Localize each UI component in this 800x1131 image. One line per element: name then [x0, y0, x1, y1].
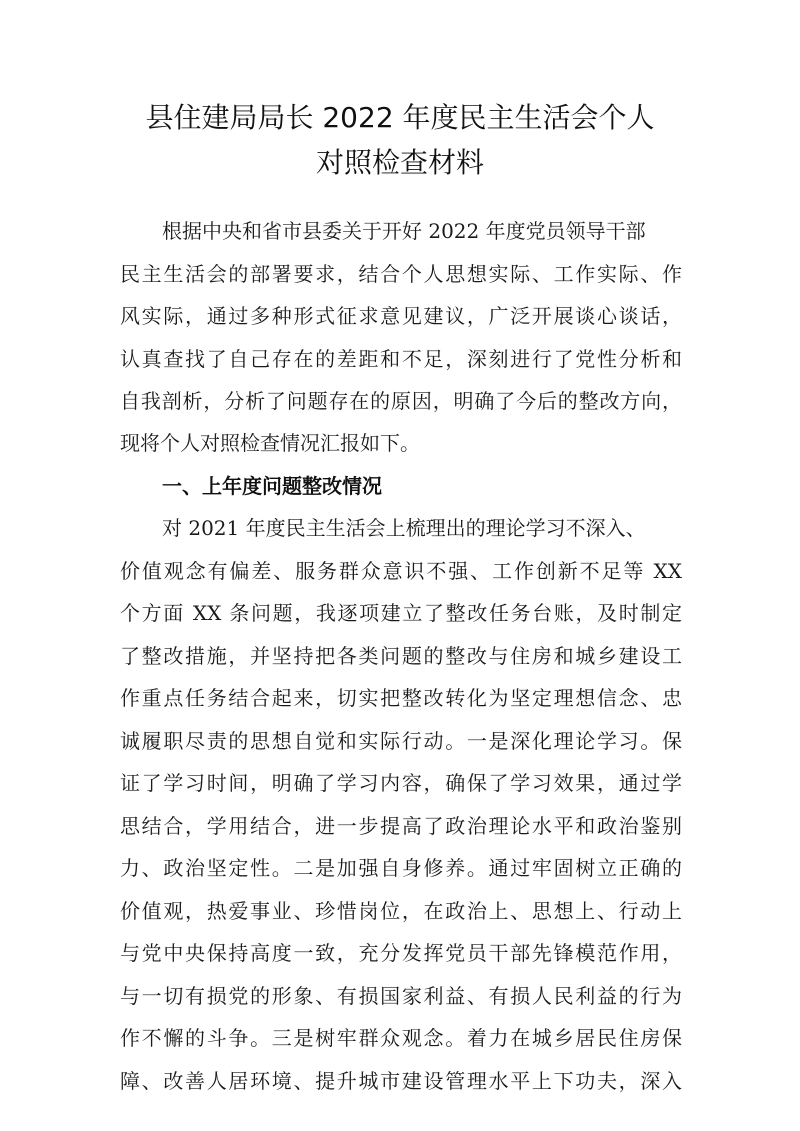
body-line: 力、政治坚定性。二是加强自身修养。通过牢固树立正确的 — [120, 856, 682, 880]
intro-line: 风实际，通过多种形式征求意见建议，广泛开展谈心谈话， — [120, 304, 682, 328]
intro-line: 认真查找了自己存在的差距和不足，深刻进行了党性分析和 — [120, 347, 682, 371]
body-line: 了整改措施，并坚持把各类问题的整改与住房和城乡建设工 — [120, 644, 682, 668]
body-line: 价值观念有偏差、服务群众意识不强、工作创新不足等 XX — [120, 559, 682, 583]
body-line: 作重点任务结合起来，切实把整改转化为坚定理想信念、忠 — [120, 686, 682, 710]
body-line: 诚履职尽责的思想自觉和实际行动。一是深化理论学习。保 — [120, 729, 682, 753]
intro-line: 民主生活会的部署要求，结合个人思想实际、工作实际、作 — [120, 262, 682, 286]
document-title-line-2: 对照检查材料 — [315, 146, 484, 179]
intro-line: 现将个人对照检查情况汇报如下。 — [120, 431, 420, 455]
body-line: 障、改善人居环境、提升城市建设管理水平上下功夫，深入 — [120, 1069, 682, 1093]
intro-line: 根据中央和省市县委关于开好 2022 年度党员领导干部 — [162, 219, 646, 243]
document-title-line-1: 县住建局局长 2022 年度民主生活会个人 — [145, 101, 655, 134]
body-line: 思结合，学用结合，进一步提高了政治理论水平和政治鉴别 — [120, 814, 682, 838]
body-line: 与党中央保持高度一致，充分发挥党员干部先锋模范作用， — [120, 941, 682, 965]
body-line: 证了学习时间，明确了学习内容，确保了学习效果，通过学 — [120, 771, 682, 795]
body-line: 个方面 XX 条问题，我逐项建立了整改任务台账，及时制定 — [120, 601, 682, 625]
body-line: 价值观，热爱事业、珍惜岗位，在政治上、思想上、行动上 — [120, 899, 682, 923]
section-heading: 一、上年度问题整改情况 — [162, 474, 382, 498]
body-line: 作不懈的斗争。三是树牢群众观念。着力在城乡居民住房保 — [120, 1026, 682, 1050]
body-line: 对 2021 年度民主生活会上梳理出的理论学习不深入、 — [162, 516, 646, 540]
intro-line: 自我剖析，分析了问题存在的原因，明确了今后的整改方向， — [120, 389, 682, 413]
body-line: 与一切有损党的形象、有损国家利益、有损人民利益的行为 — [120, 984, 682, 1008]
